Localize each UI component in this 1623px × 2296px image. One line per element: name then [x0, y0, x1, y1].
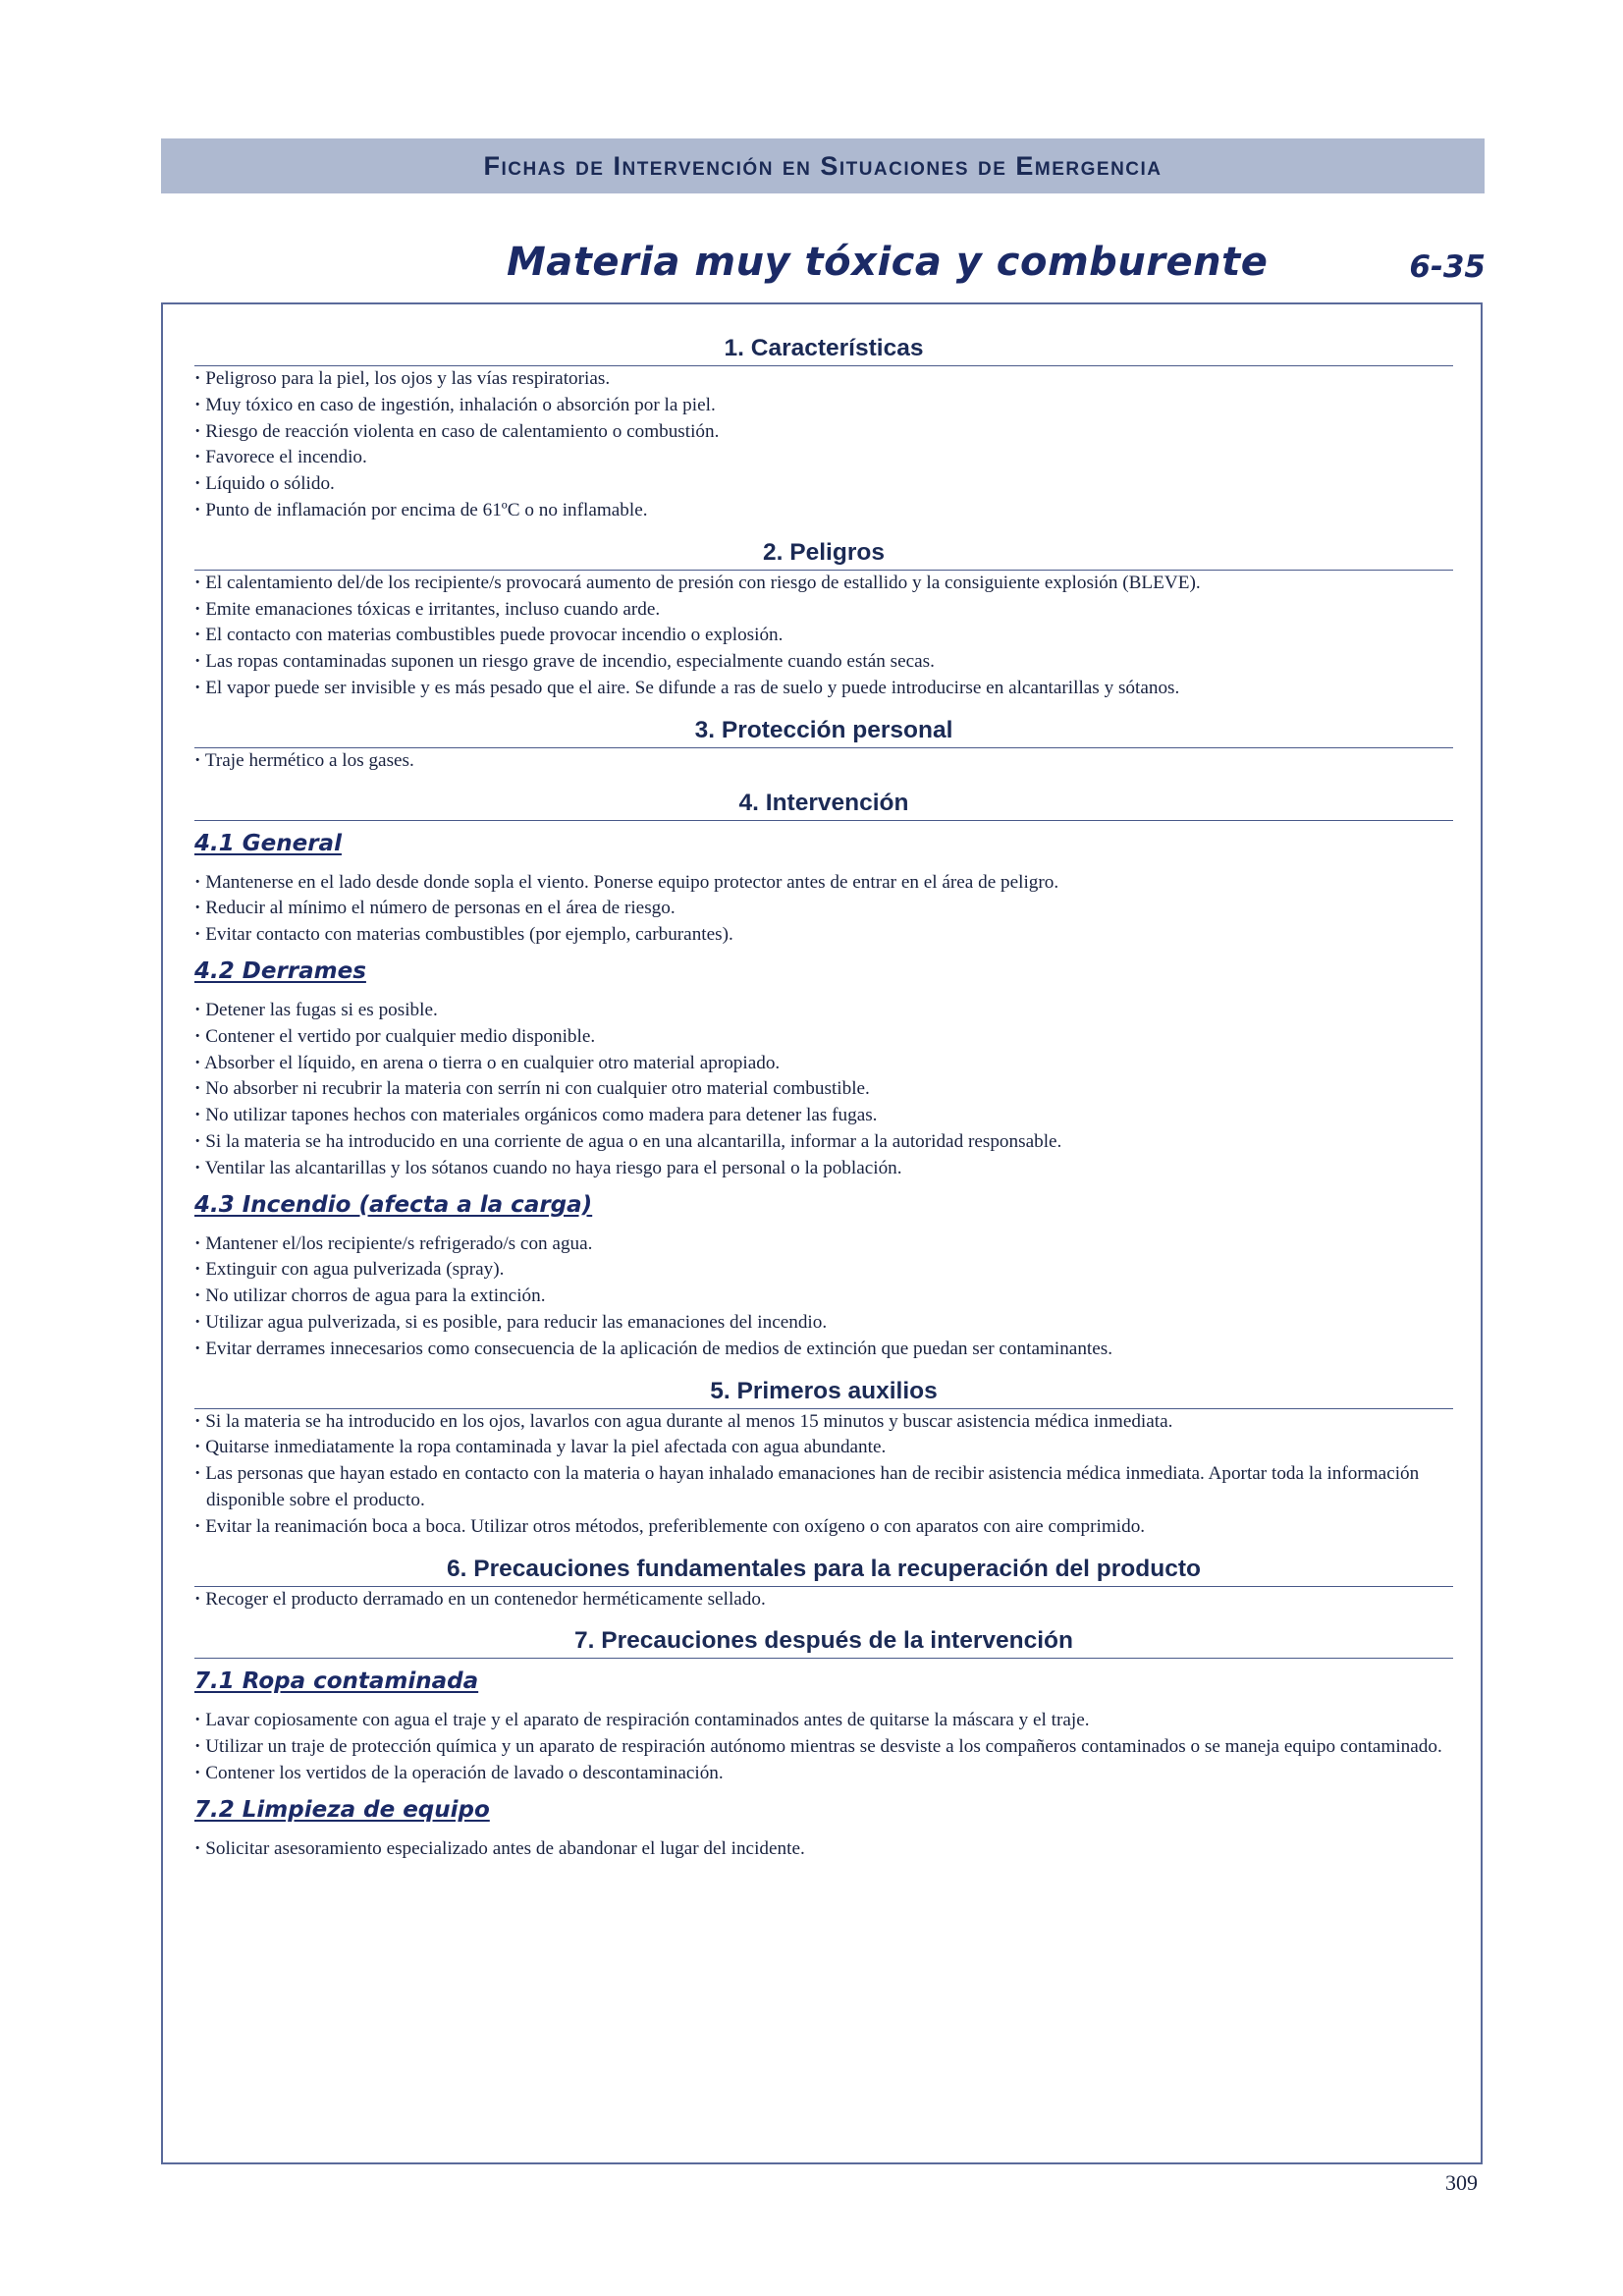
- list-item: · Las ropas contaminadas suponen un riesgo grave de incendio, especialmente cuando están secas.: [194, 651, 935, 673]
- list-item: · Punto de inflamación por encima de 61ºC o no inflamable.: [194, 499, 648, 520]
- section-title-despues-intervencion: 7. Precauciones después de la intervención: [194, 1626, 1453, 1659]
- list-ropa-contaminada: [194, 1708, 1453, 1786]
- list-item: · Contener el vertido por cualquier medio disponible.: [194, 1025, 596, 1047]
- list-item: · Mantenerse en el lado desde donde sopla el viento. Ponerse equipo protector antes de entrar en el área de peligro.: [194, 871, 1059, 893]
- list-caracteristicas: [194, 366, 1453, 524]
- list-item: · Líquido o sólido.: [194, 473, 335, 495]
- list-item: · Utilizar un traje de protección química y un aparato de respiración autónomo mientras se desviste a los compañeros contaminados o se maneja equipo contaminado.: [194, 1736, 1442, 1758]
- list-item: · Detener las fugas si es posible.: [194, 999, 438, 1020]
- list-item: · Si la materia se ha introducido en una corriente de agua o en una alcantarilla, informar a la autoridad responsable.: [194, 1130, 1062, 1152]
- list-limpieza-equipo: [194, 1836, 1453, 1863]
- list-item: · Peligroso para la piel, los ojos y las vías respiratorias.: [194, 368, 611, 389]
- list-item: · Solicitar asesoramiento especializado antes de abandonar el lugar del incidente.: [194, 1837, 805, 1859]
- list-item: · No utilizar chorros de agua para la extinción.: [194, 1285, 546, 1307]
- list-item: · Evitar la reanimación boca a boca. Utilizar otros métodos, preferiblemente con oxígeno o con aparatos con aire comprimido.: [194, 1515, 1146, 1537]
- list-item: · Recoger el producto derramado en un contenedor herméticamente sellado.: [194, 1588, 766, 1610]
- content-area: [194, 334, 1453, 1862]
- list-item: · Traje hermético a los gases.: [194, 749, 414, 771]
- list-item: · Muy tóxico en caso de ingestión, inhalación o absorción por la piel.: [194, 394, 716, 415]
- list-incendio: [194, 1231, 1453, 1363]
- list-primeros-auxilios: [194, 1409, 1453, 1541]
- list-item: · Las personas que hayan estado en contacto con la materia o hayan inhalado emanaciones han de recibir asistencia médica inmediata. Aportar toda la información disponible sobre el producto.: [194, 1463, 1420, 1510]
- subsection-title-ropa-contaminada: 7.1 Ropa contaminada: [194, 1668, 479, 1695]
- list-item: · No absorber ni recubrir la materia con serrín ni con cualquier otro material combustible.: [194, 1078, 870, 1100]
- subsection-title-incendio: 4.3 Incendio (afecta a la carga): [194, 1191, 593, 1218]
- section-title-peligros: 2. Peligros: [194, 538, 1453, 571]
- list-item: · Extinguir con agua pulverizada (spray).: [194, 1259, 505, 1281]
- list-item: · El calentamiento del/de los recipiente/s provocará aumento de presión con riesgo de estallido y la consiguiente explosión (BLEVE).: [194, 572, 1201, 593]
- list-item: · Lavar copiosamente con agua el traje y el aparato de respiración contaminados antes de quitarse la máscara y el traje.: [194, 1710, 1090, 1731]
- list-item: · Utilizar agua pulverizada, si es posible, para reducir las emanaciones del incendio.: [194, 1311, 828, 1333]
- list-general: [194, 870, 1453, 949]
- list-item: · Quitarse inmediatamente la ropa contaminada y lavar la piel afectada con agua abundante.: [194, 1437, 887, 1458]
- section-title-caracteristicas: 1. Características: [194, 334, 1453, 366]
- list-peligros: [194, 571, 1453, 702]
- subsection-title-limpieza-equipo: 7.2 Limpieza de equipo: [194, 1796, 490, 1823]
- list-item: · Absorber el líquido, en arena o tierra o en cualquier otro material apropiado.: [194, 1052, 781, 1073]
- list-item: · Mantener el/los recipiente/s refrigerado/s con agua.: [194, 1232, 593, 1254]
- subsection-title-general: 4.1 General: [194, 830, 342, 856]
- header-title: Fichas de Intervención en Situaciones de Emergencia: [483, 150, 1163, 181]
- list-item: · Evitar contacto con materias combustibles (por ejemplo, carburantes).: [194, 924, 733, 946]
- list-item: · El contacto con materias combustibles puede provocar incendio o explosión.: [194, 625, 784, 646]
- section-title-intervencion: 4. Intervención: [194, 789, 1453, 821]
- section-title-proteccion: 3. Protección personal: [194, 716, 1453, 748]
- list-item: · Favorece el incendio.: [194, 447, 367, 468]
- list-item: · No utilizar tapones hechos con materiales orgánicos como madera para detener las fugas.: [194, 1105, 878, 1126]
- subsection-title-derrames: 4.2 Derrames: [194, 957, 366, 984]
- list-recuperacion: [194, 1587, 1453, 1613]
- list-item: · Si la materia se ha introducido en los ojos, lavarlos con agua durante al menos 15 minutos y buscar asistencia médica inmediata.: [194, 1410, 1173, 1432]
- list-item: · Emite emanaciones tóxicas e irritantes, incluso cuando arde.: [194, 598, 661, 620]
- list-derrames: [194, 998, 1453, 1182]
- list-proteccion: [194, 748, 1453, 775]
- page-number: 309: [1445, 2170, 1478, 2195]
- section-title-recuperacion: 6. Precauciones fundamentales para la recuperación del producto: [194, 1555, 1453, 1587]
- list-item: · Ventilar las alcantarillas y los sótanos cuando no haya riesgo para el personal o la población.: [194, 1157, 902, 1178]
- list-item: · Contener los vertidos de la operación de lavado o descontaminación.: [194, 1762, 724, 1783]
- section-title-primeros-auxilios: 5. Primeros auxilios: [194, 1377, 1453, 1409]
- list-item: · Evitar derrames innecesarios como consecuencia de la aplicación de medios de extinción que puedan ser contaminantes.: [194, 1338, 1113, 1359]
- list-item: · Riesgo de reacción violenta en caso de calentamiento o combustión.: [194, 420, 720, 442]
- list-item: · Reducir al mínimo el número de personas en el área de riesgo.: [194, 898, 676, 919]
- header-banner: [161, 138, 1485, 193]
- list-item: · El vapor puede ser invisible y es más pesado que el aire. Se difunde a ras de suelo y puede introducirse en alcantarillas y sótanos.: [194, 677, 1180, 698]
- page-title: Materia muy tóxica y comburente: [507, 240, 1269, 285]
- sheet-number: 6-35: [1409, 249, 1486, 285]
